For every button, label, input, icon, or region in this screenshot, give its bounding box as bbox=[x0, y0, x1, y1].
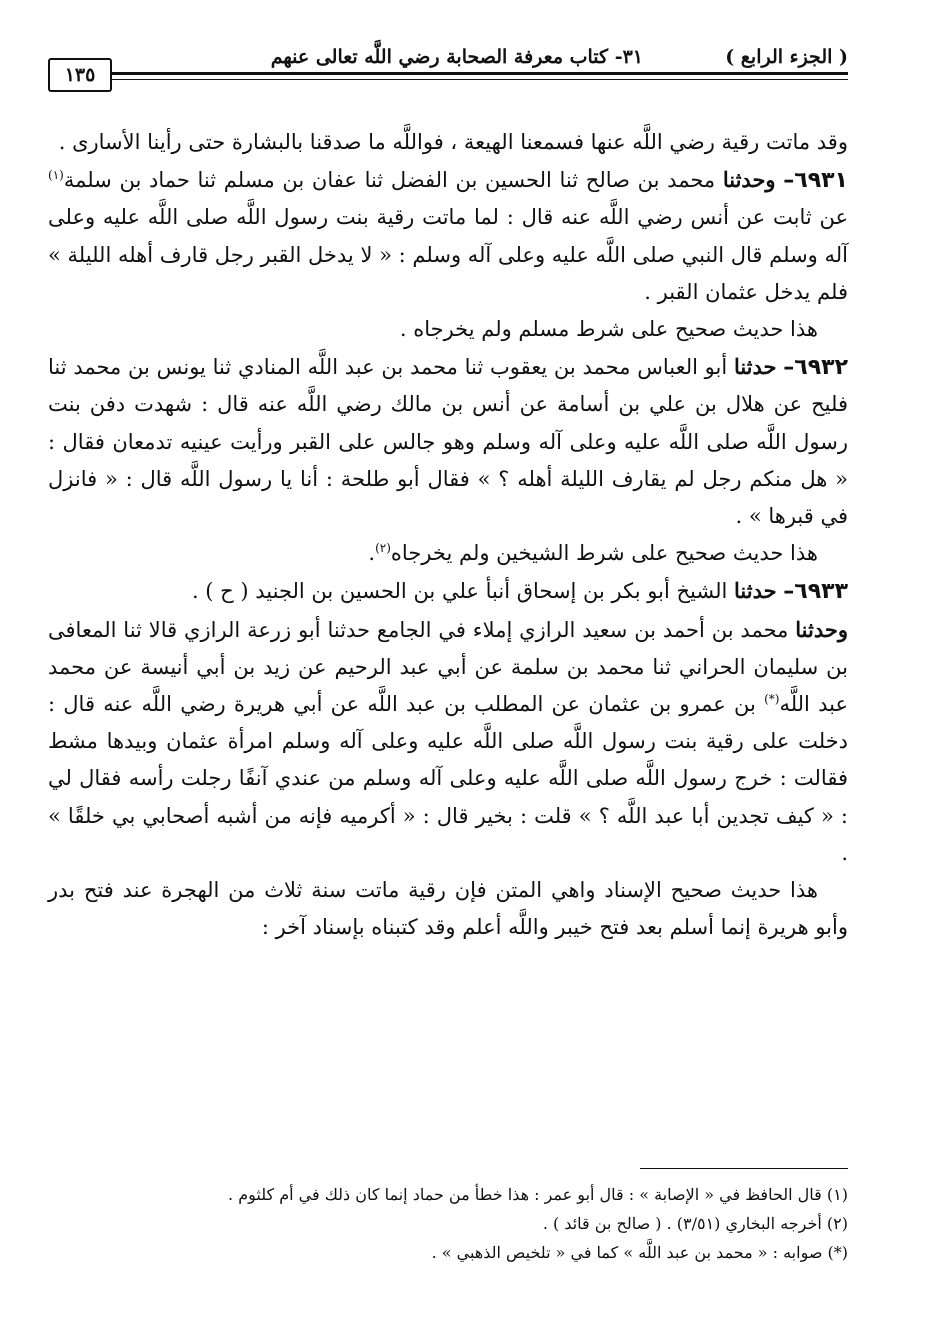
footnote-star: (*) صوابه : « محمد بن عبد اللَّه » كما في « تلخيص الذهبي » . bbox=[431, 1243, 848, 1262]
hadith-text-cont: بن عمرو بن عثمان عن المطلب بن عبد اللَّه عن أبي هريرة رضي اللَّه عنه قال : دخلت على رقية بنت رسول اللَّه صلى اللَّه عليه وعلى آله وسلم امرأة عثمان وبيدها مشط فقالت : خرج رسول اللَّه صلى اللَّه عليه وعلى آله وسلم من عندي آنفًا رجلت رأسه فقال لي : « كيف تجدين أبا عبد اللَّه ؟ » قلت : بخير قال : « أكرميه فإنه من أشبه أصحابي بي خلقًا » . bbox=[48, 692, 848, 865]
paragraph-1 bbox=[48, 124, 848, 161]
hadith-6933 bbox=[48, 572, 848, 610]
hadith-text: أبو العباس محمد بن يعقوب ثنا محمد بن عبد اللَّه المنادي ثنا يونس بن محمد ثنا فليح عن هلال بن علي بن أسامة عن أنس بن مالك رضي اللَّه عنه قال : شهدت دفن بنت رسول اللَّه صلى اللَّه عليه وعلى آله وسلم وهو جالس على القبر ورأيت عينيه تدمعان فقال : « هل منكم رجل لم يقارف الليلة أهله ؟ » فقال أبو طلحة : أنا يا رسول اللَّه قال : « فانزل في قبرها » . bbox=[48, 355, 848, 529]
grading-text: هذا حديث صحيح على شرط مسلم ولم يخرجاه . bbox=[399, 317, 818, 342]
narration-keyword: وحدثنا bbox=[722, 167, 776, 193]
hadith-6932 bbox=[48, 348, 848, 535]
volume-label: ( الجزء الرابع ) bbox=[725, 46, 848, 68]
narration-keyword: وحدثنا bbox=[795, 616, 848, 642]
grading-text-end: . bbox=[368, 541, 376, 566]
footnote-ref: (١) bbox=[48, 168, 64, 183]
footnote-ref: (*) bbox=[764, 692, 780, 707]
grading-text: هذا حديث صحيح على شرط الشيخين ولم يخرجاه bbox=[390, 541, 818, 566]
hadith-text: محمد بن صالح ثنا الحسين بن الفضل ثنا عفان بن مسلم ثنا حماد بن سلمة bbox=[63, 168, 723, 193]
page-number-box: ١٣٥ bbox=[48, 58, 112, 92]
narration-keyword: حدثنا bbox=[733, 354, 777, 380]
hadith-6933-second-chain bbox=[48, 611, 848, 872]
grading-6931 bbox=[48, 311, 848, 348]
hadith-6931 bbox=[48, 161, 848, 311]
narration-keyword: حدثنا bbox=[734, 578, 777, 604]
grading-6932 bbox=[48, 535, 848, 572]
main-text bbox=[48, 124, 848, 946]
hadith-text: الشيخ أبو بكر بن إسحاق أنبأ علي بن الحسين بن الجنيد ( ح ) . bbox=[191, 579, 734, 604]
footnotes bbox=[48, 1180, 848, 1267]
hadith-number: ٦٩٣١– bbox=[783, 168, 848, 194]
hadith-number: ٦٩٣٢– bbox=[783, 355, 848, 381]
footnote-2: (٢) أخرجه البخاري (٣/٥١) . ( صالح بن قائد ) . bbox=[542, 1214, 848, 1233]
footnote-ref: (٢) bbox=[375, 541, 391, 556]
footnote-separator bbox=[640, 1168, 848, 1169]
paragraph-text: وقد ماتت رقية رضي اللَّه عنها فسمعنا الهيعة ، فواللَّه ما صدقنا بالبشارة حتى رأينا الأسارى . bbox=[58, 130, 848, 154]
hadith-number: ٦٩٣٣– bbox=[783, 579, 848, 605]
header-rule-thin bbox=[108, 79, 848, 80]
hadith-text-cont: عن ثابت عن أنس رضي اللَّه عنه قال : لما ماتت رقية بنت رسول اللَّه صلى اللَّه عليه وعلى آله وسلم قال النبي صلى اللَّه عليه وعلى آله وسلم : « لا يدخل القبر رجل قارف أهله الليلة » فلم يدخل عثمان القبر . bbox=[48, 205, 848, 304]
header-rule-thick bbox=[108, 72, 848, 75]
chapter-title: ٣١- كتاب معرفة الصحابة رضي اللَّه تعالى عنهم bbox=[270, 46, 643, 68]
grading-text: هذا حديث صحيح الإسناد واهي المتن فإن رقية ماتت سنة ثلاث من الهجرة عند فتح بدر وأبو هريرة إنما أسلم بعد فتح خيبر واللَّه أعلم وقد كتبناه بإسناد آخر : bbox=[48, 878, 848, 940]
grading-6933 bbox=[48, 872, 848, 946]
footnote-1: (١) قال الحافظ في « الإصابة » : قال أبو عمر : هذا خطأ من حماد إنما كان ذلك في أم كلثوم . bbox=[228, 1185, 848, 1204]
hadith-text: محمد بن أحمد بن سعيد الرازي إملاء في الجامع حدثنا أبو زرعة الرازي قالا ثنا المعافى بن سليمان الحراني ثنا محمد بن سلمة عن أبي عبد الرحيم عن زيد بن أبي أنيسة عن محمد عبد اللَّه bbox=[48, 617, 848, 717]
